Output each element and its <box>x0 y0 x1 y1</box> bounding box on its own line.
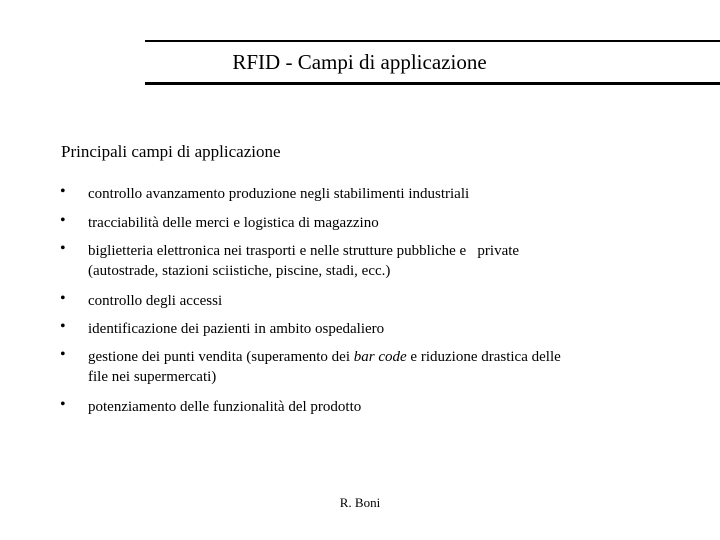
bullet-text: controllo avanzamento produzione negli stabilimenti industriali <box>88 186 470 202</box>
bullet-text: potenziamento delle funzionalità del prodotto <box>88 399 362 415</box>
section-subtitle: Principali campi di applicazione <box>61 142 281 161</box>
bullet-dot-icon: • <box>60 396 66 413</box>
footer-author: R. Boni <box>339 495 381 510</box>
bar-code-term: bar code <box>353 349 407 365</box>
bullet-dot-icon: • <box>60 212 66 229</box>
bullet-dot-icon: • <box>60 240 66 257</box>
bullet-text: biglietteria elettronica nei trasporti e nelle strutture pubbliche e private (autostrade, stazioni sciistiche, piscine, stadi, ecc.) <box>88 243 520 279</box>
bullet-text: controllo degli accessi <box>88 293 223 309</box>
title-bottom-rule <box>145 82 720 85</box>
bullet-dot-icon: • <box>60 290 66 307</box>
bullet-text: gestione dei punti vendita (superamento dei bar code e riduzione drastica delle file nei supermercati) <box>88 349 561 385</box>
bullet-text: tracciabilità delle merci e logistica di magazzino <box>88 215 379 231</box>
slide-title: RFID - Campi di applicazione <box>232 50 487 74</box>
bullet-dot-icon: • <box>60 346 66 363</box>
bullet-dot-icon: • <box>60 183 66 200</box>
title-top-rule <box>145 40 720 42</box>
bullet-dot-icon: • <box>60 318 66 335</box>
bullet-text: identificazione dei pazienti in ambito ospedaliero <box>88 321 385 337</box>
